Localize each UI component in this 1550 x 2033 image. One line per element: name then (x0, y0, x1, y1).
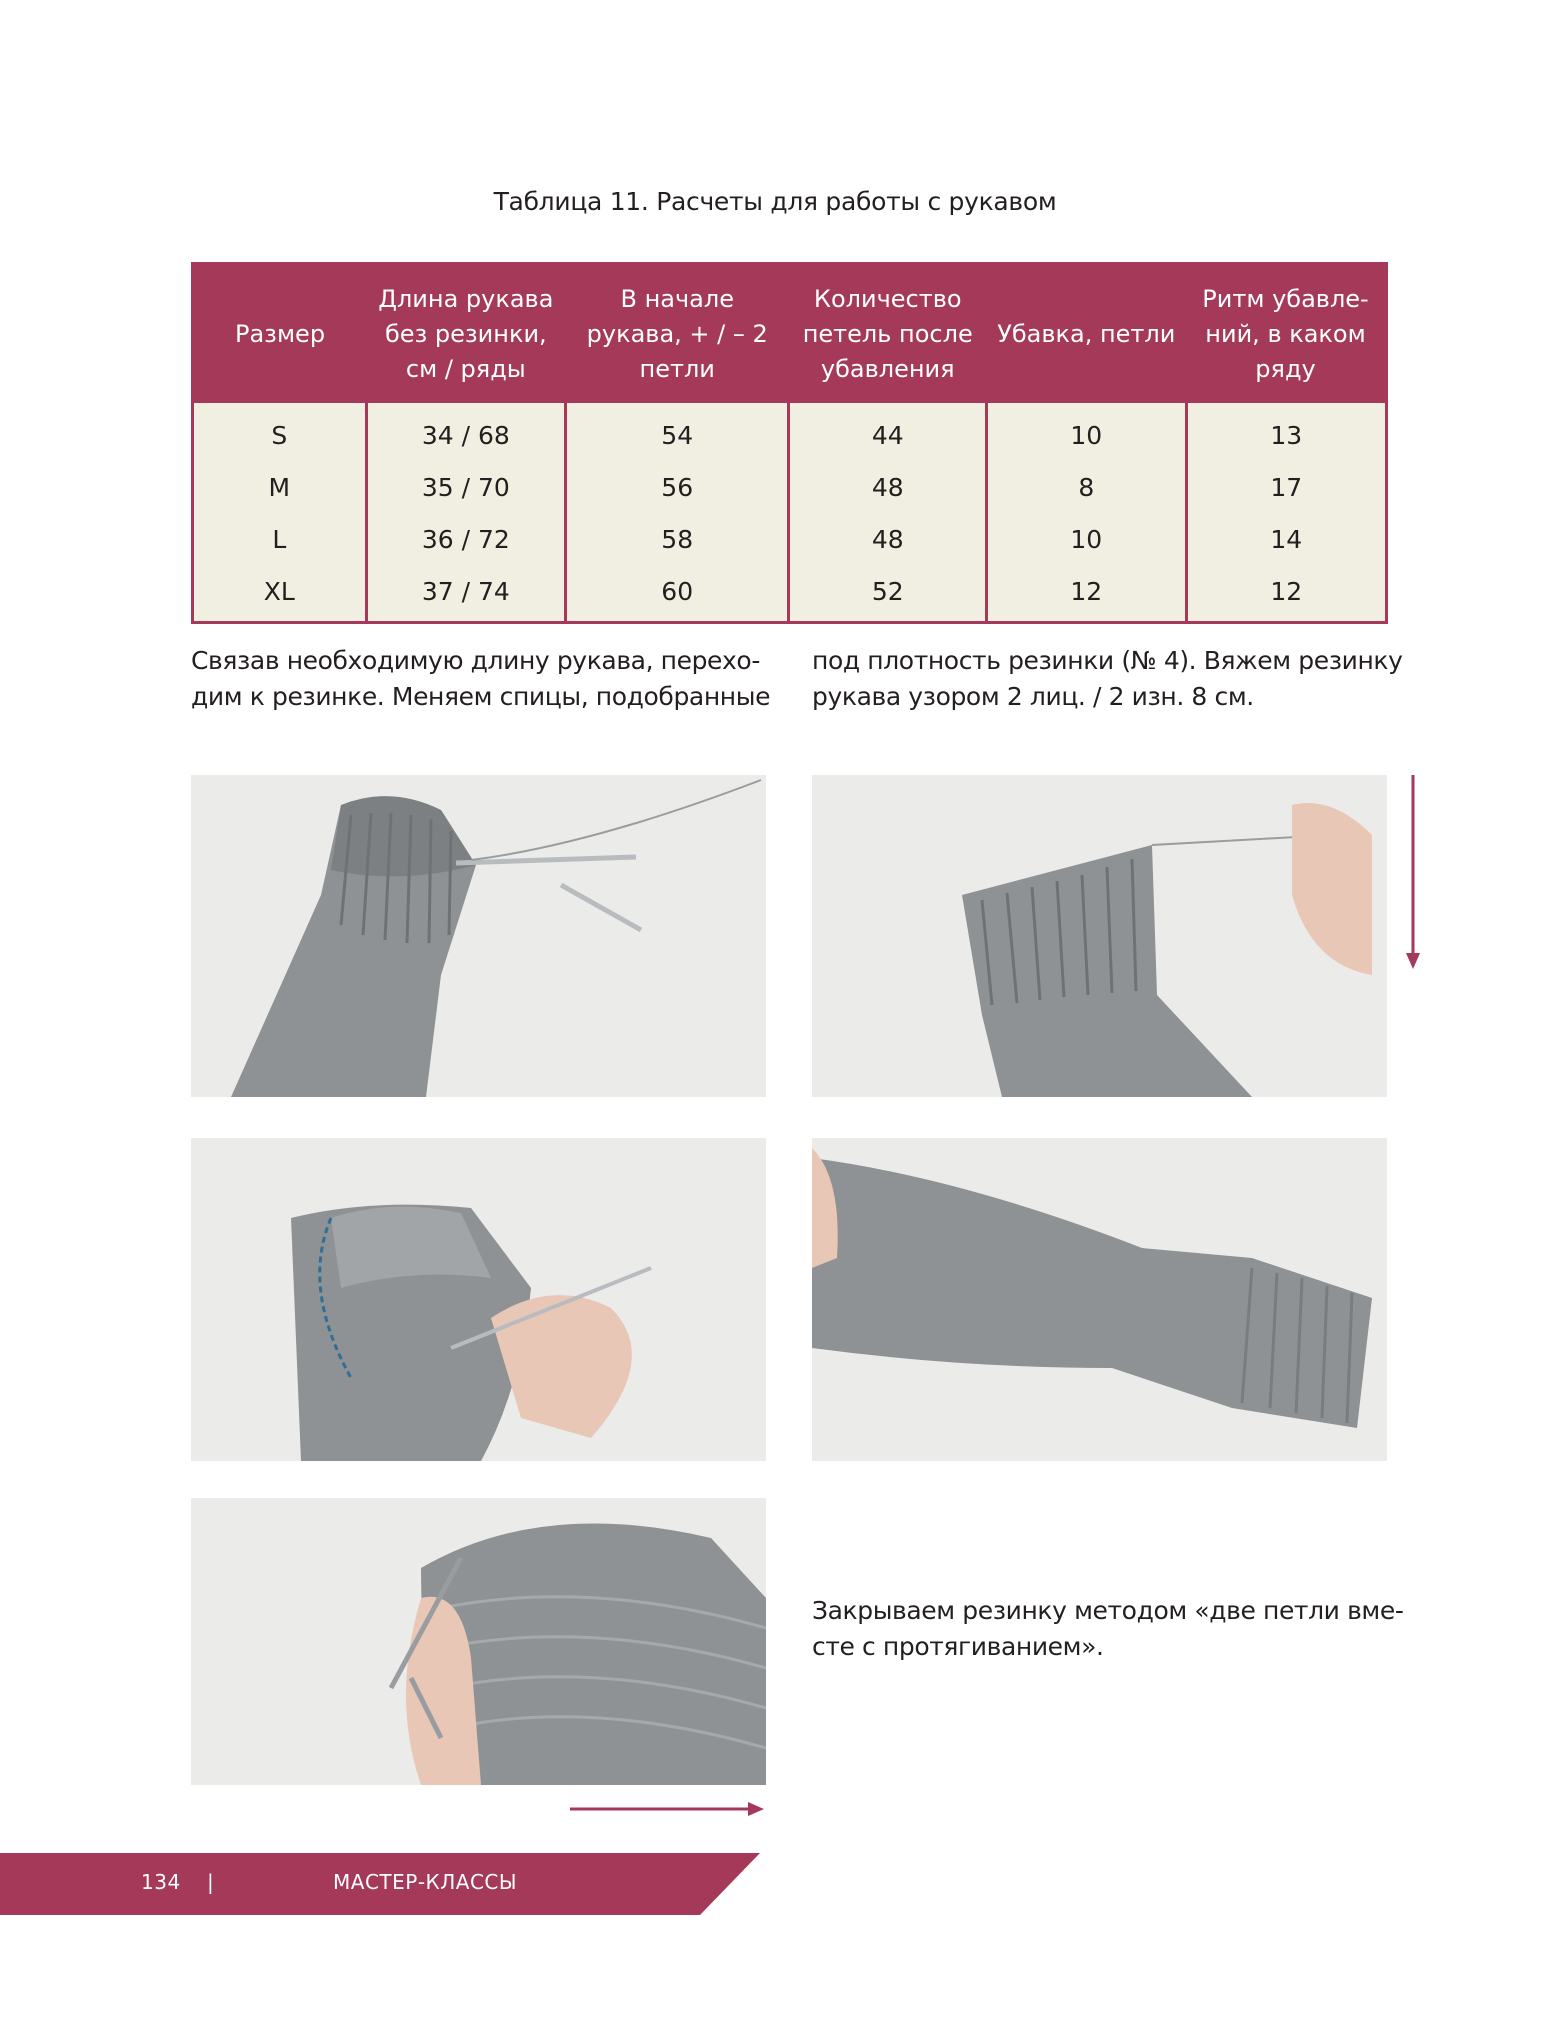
table-row (193, 403, 1387, 461)
table-cell: 10 (987, 513, 1186, 565)
header-sleeve-length: Длина рукава без резинки, см / ряды (366, 264, 566, 404)
table-caption: Таблица 11. Расчеты для работы с рукавом (493, 187, 1057, 216)
sleeve-calc-table (191, 262, 1388, 624)
table-cell: XL (263, 576, 295, 606)
closing-note: Закрываем резинку методом «две петли вме- сте с протягиванием». (812, 1596, 1404, 1661)
table-cell: 58 (566, 513, 789, 565)
photo-finished-sleeve (812, 1138, 1387, 1461)
table-cell: 56 (566, 461, 789, 513)
table-row (193, 565, 1387, 623)
photo-circular-needle (191, 1138, 766, 1461)
table-cell: 13 (1186, 403, 1386, 461)
table-cell: 52 (789, 565, 987, 623)
table-cell: 54 (566, 403, 789, 461)
table-cell: S (271, 420, 288, 450)
table-cell: 8 (987, 461, 1186, 513)
table-cell: 12 (1186, 565, 1386, 623)
arrow-down-icon (1403, 775, 1423, 971)
page-number: 134 (141, 1870, 181, 1894)
table-cell: 12 (987, 565, 1186, 623)
header-decrease: Убавка, петли (987, 264, 1186, 404)
photo-bind-off (191, 1498, 766, 1785)
table-cell: 35 / 70 (366, 461, 566, 513)
header-start-stitches: В начале рукава, + / – 2 петли (566, 264, 789, 404)
table-cell: 34 / 68 (366, 403, 566, 461)
table-cell: M (268, 472, 291, 502)
table-cell: 36 / 72 (366, 513, 566, 565)
header-decrease-rhythm: Ритм убавле-ний, в каком ряду (1186, 264, 1386, 404)
table-cell: 48 (789, 513, 987, 565)
header-size: Размер (193, 264, 367, 404)
table-cell: 37 / 74 (366, 565, 566, 623)
body-text-left: Связав необходимую длину рукава, перехо- дим к резинке. Меняем спицы, подобранные (191, 646, 771, 711)
footer-separator: | (207, 1870, 215, 1894)
table-row (193, 513, 1387, 565)
table-cell: 44 (789, 403, 987, 461)
arrow-right-icon (570, 1799, 766, 1819)
photo-rib-finished (812, 775, 1387, 1097)
table-cell: 48 (789, 461, 987, 513)
table-header-row (193, 264, 1387, 404)
photo-rib-start (191, 775, 766, 1097)
table-cell: 60 (566, 565, 789, 623)
table-row (193, 461, 1387, 513)
section-title: МАСТЕР-КЛАССЫ (333, 1870, 518, 1894)
table-cell: 10 (987, 403, 1186, 461)
table-cell: 17 (1186, 461, 1386, 513)
table-cell: 14 (1186, 513, 1386, 565)
header-stitches-after: Количество петель после убавления (789, 264, 987, 404)
body-text-right: под плотность резинки (№ 4). Вяжем резинку рукава узором 2 лиц. / 2 изн. 8 см. (812, 646, 1403, 711)
table-cell: L (272, 524, 287, 554)
